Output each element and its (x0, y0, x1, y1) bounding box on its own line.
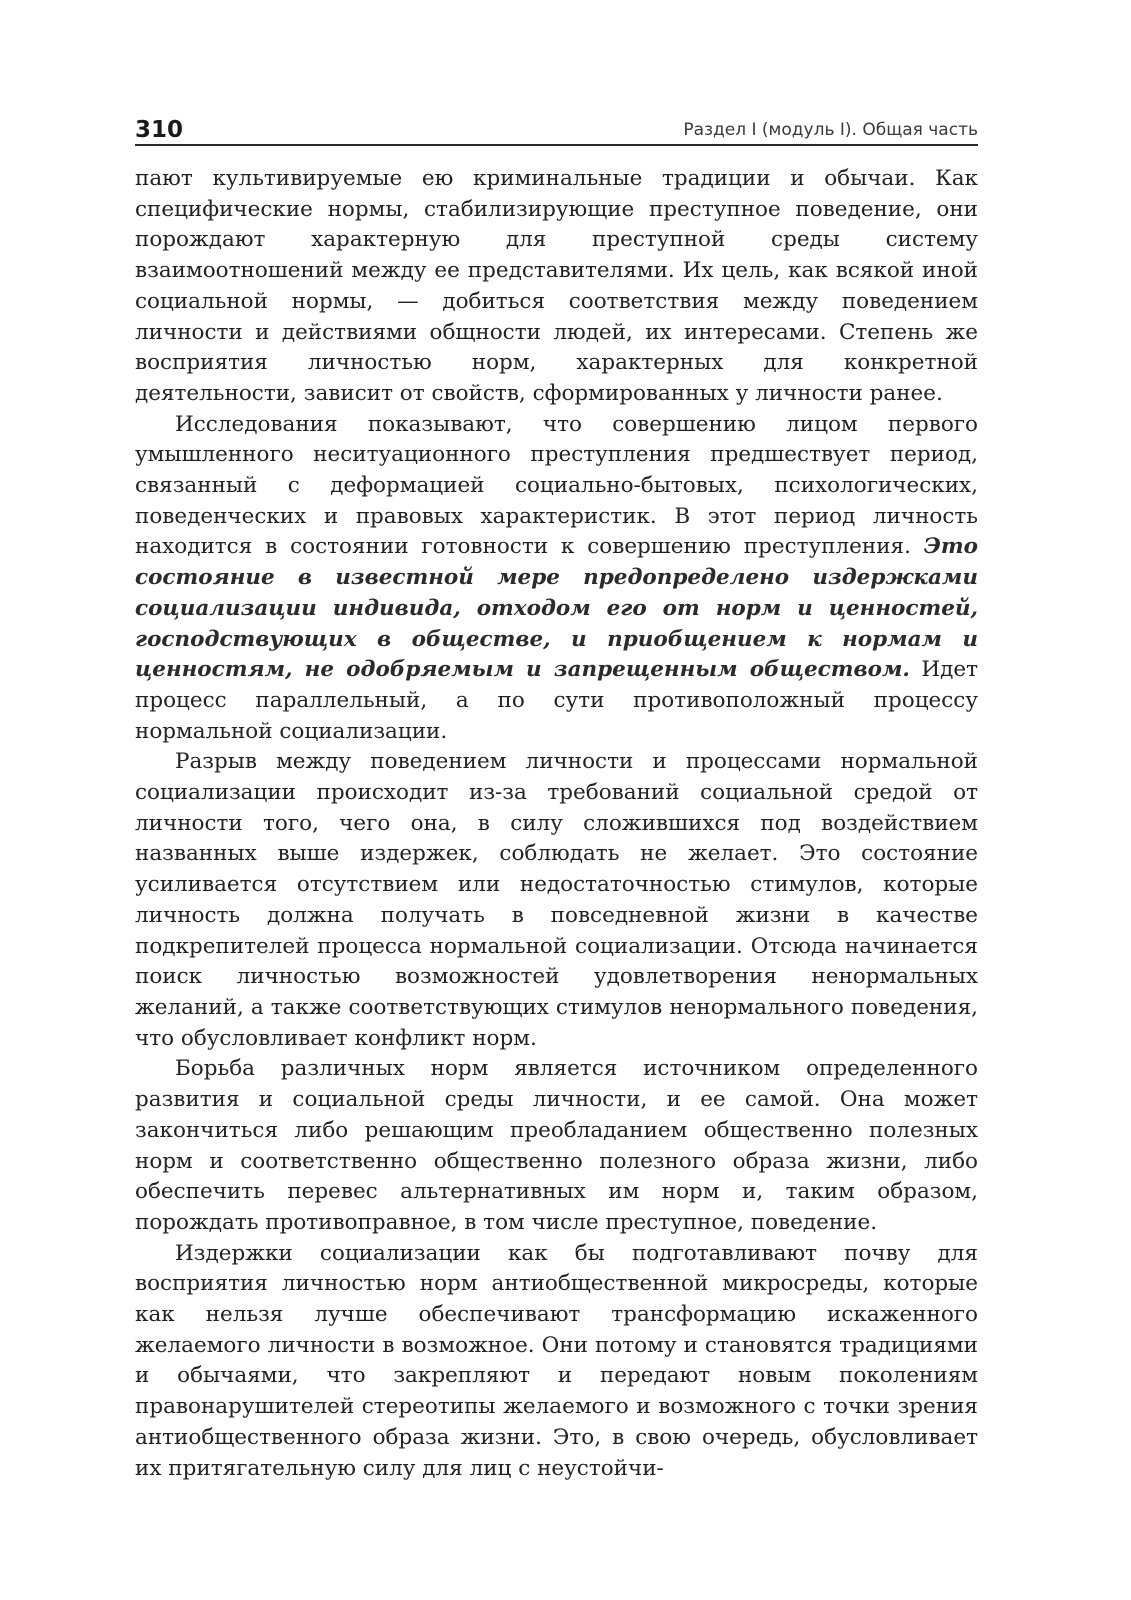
paragraph-5: Издержки социализации как бы подготавливают почву для восприятия личностью норм антиобщественной микросреды, которые как нельзя лучше обеспечивают трансформацию искаженного желаемого личности в возможное. Они потому и становятся традициями и обычаями, что закрепляют и передают новым поколениям правонарушителей стереотипы желаемого и возможного с точки зрения антиобщественного образа жизни. Это, в свою очередь, обусловливает их притягательную силу для лиц с неустойчи- (135, 1240, 978, 1481)
paragraph-2-italic-emphasis: Это состояние в известной мере предопределено издержками социализации индивида, отходом его от норм и ценностей, господствующих в обществе, и приобщением к нормам и ценностям, не одобряемым и запрещенным обществом. (135, 534, 978, 683)
paragraph-2 (135, 410, 978, 748)
paragraph-2-text-before: Исследования показывают, что совершению лицом первого умышленного неситуационного преступления предшествует период, связанный с деформацией социально-бытовых, психологических, поведенческих и правовых характеристик. В этот период личность находится в состоянии готовности к совершению преступления. (135, 411, 978, 560)
page-header (135, 112, 978, 146)
body-text (135, 164, 978, 1484)
paragraph-2-text-after: Идет процесс параллельный, а по сути противоположный процессу нормальной социализации. (135, 657, 978, 744)
paragraph-4: Борьба различных норм является источником определенного развития и социальной среды личности, и ее самой. Она может закончиться либо решающим преобладанием общественно полезных норм и соответственно общественно полезного образа жизни, либо обеспечить перевес альтернативных им норм и, таким образом, порождать противоправное, в том числе преступное, поведение. (135, 1056, 978, 1235)
running-head: Раздел I (модуль I). Общая часть (683, 120, 978, 140)
paragraph-1: пают культивируемые ею криминальные традиции и обычаи. Как специфические нормы, стабилизирующие преступное поведение, они порождают характерную для преступной среды систему взаимоотношений между ее представителями. Их цель, как всякой иной социальной нормы, — добиться соответствия между поведением личности и действиями общности людей, их интересами. Степень же восприятия личностью норм, характерных для конкретной деятельности, зависит от свойств, сформированных у личности ранее. (135, 166, 978, 406)
paragraph-3: Разрыв между поведением личности и процессами нормальной социализации происходит из-за требований социальной средой от личности того, чего она, в силу сложившихся под воздействием названных выше издержек, соблюдать не желает. Это состояние усиливается отсутствием или недостаточностью стимулов, которые личность должна получать в повседневной жизни в качестве подкрепителей процесса нормальной социализации. Отсюда начинается поиск личностью возможностей удовлетворения ненормальных желаний, а также соответствующих стимулов ненормального поведения, что обусловливает конфликт норм. (135, 749, 978, 1051)
page-number: 310 (135, 117, 184, 143)
